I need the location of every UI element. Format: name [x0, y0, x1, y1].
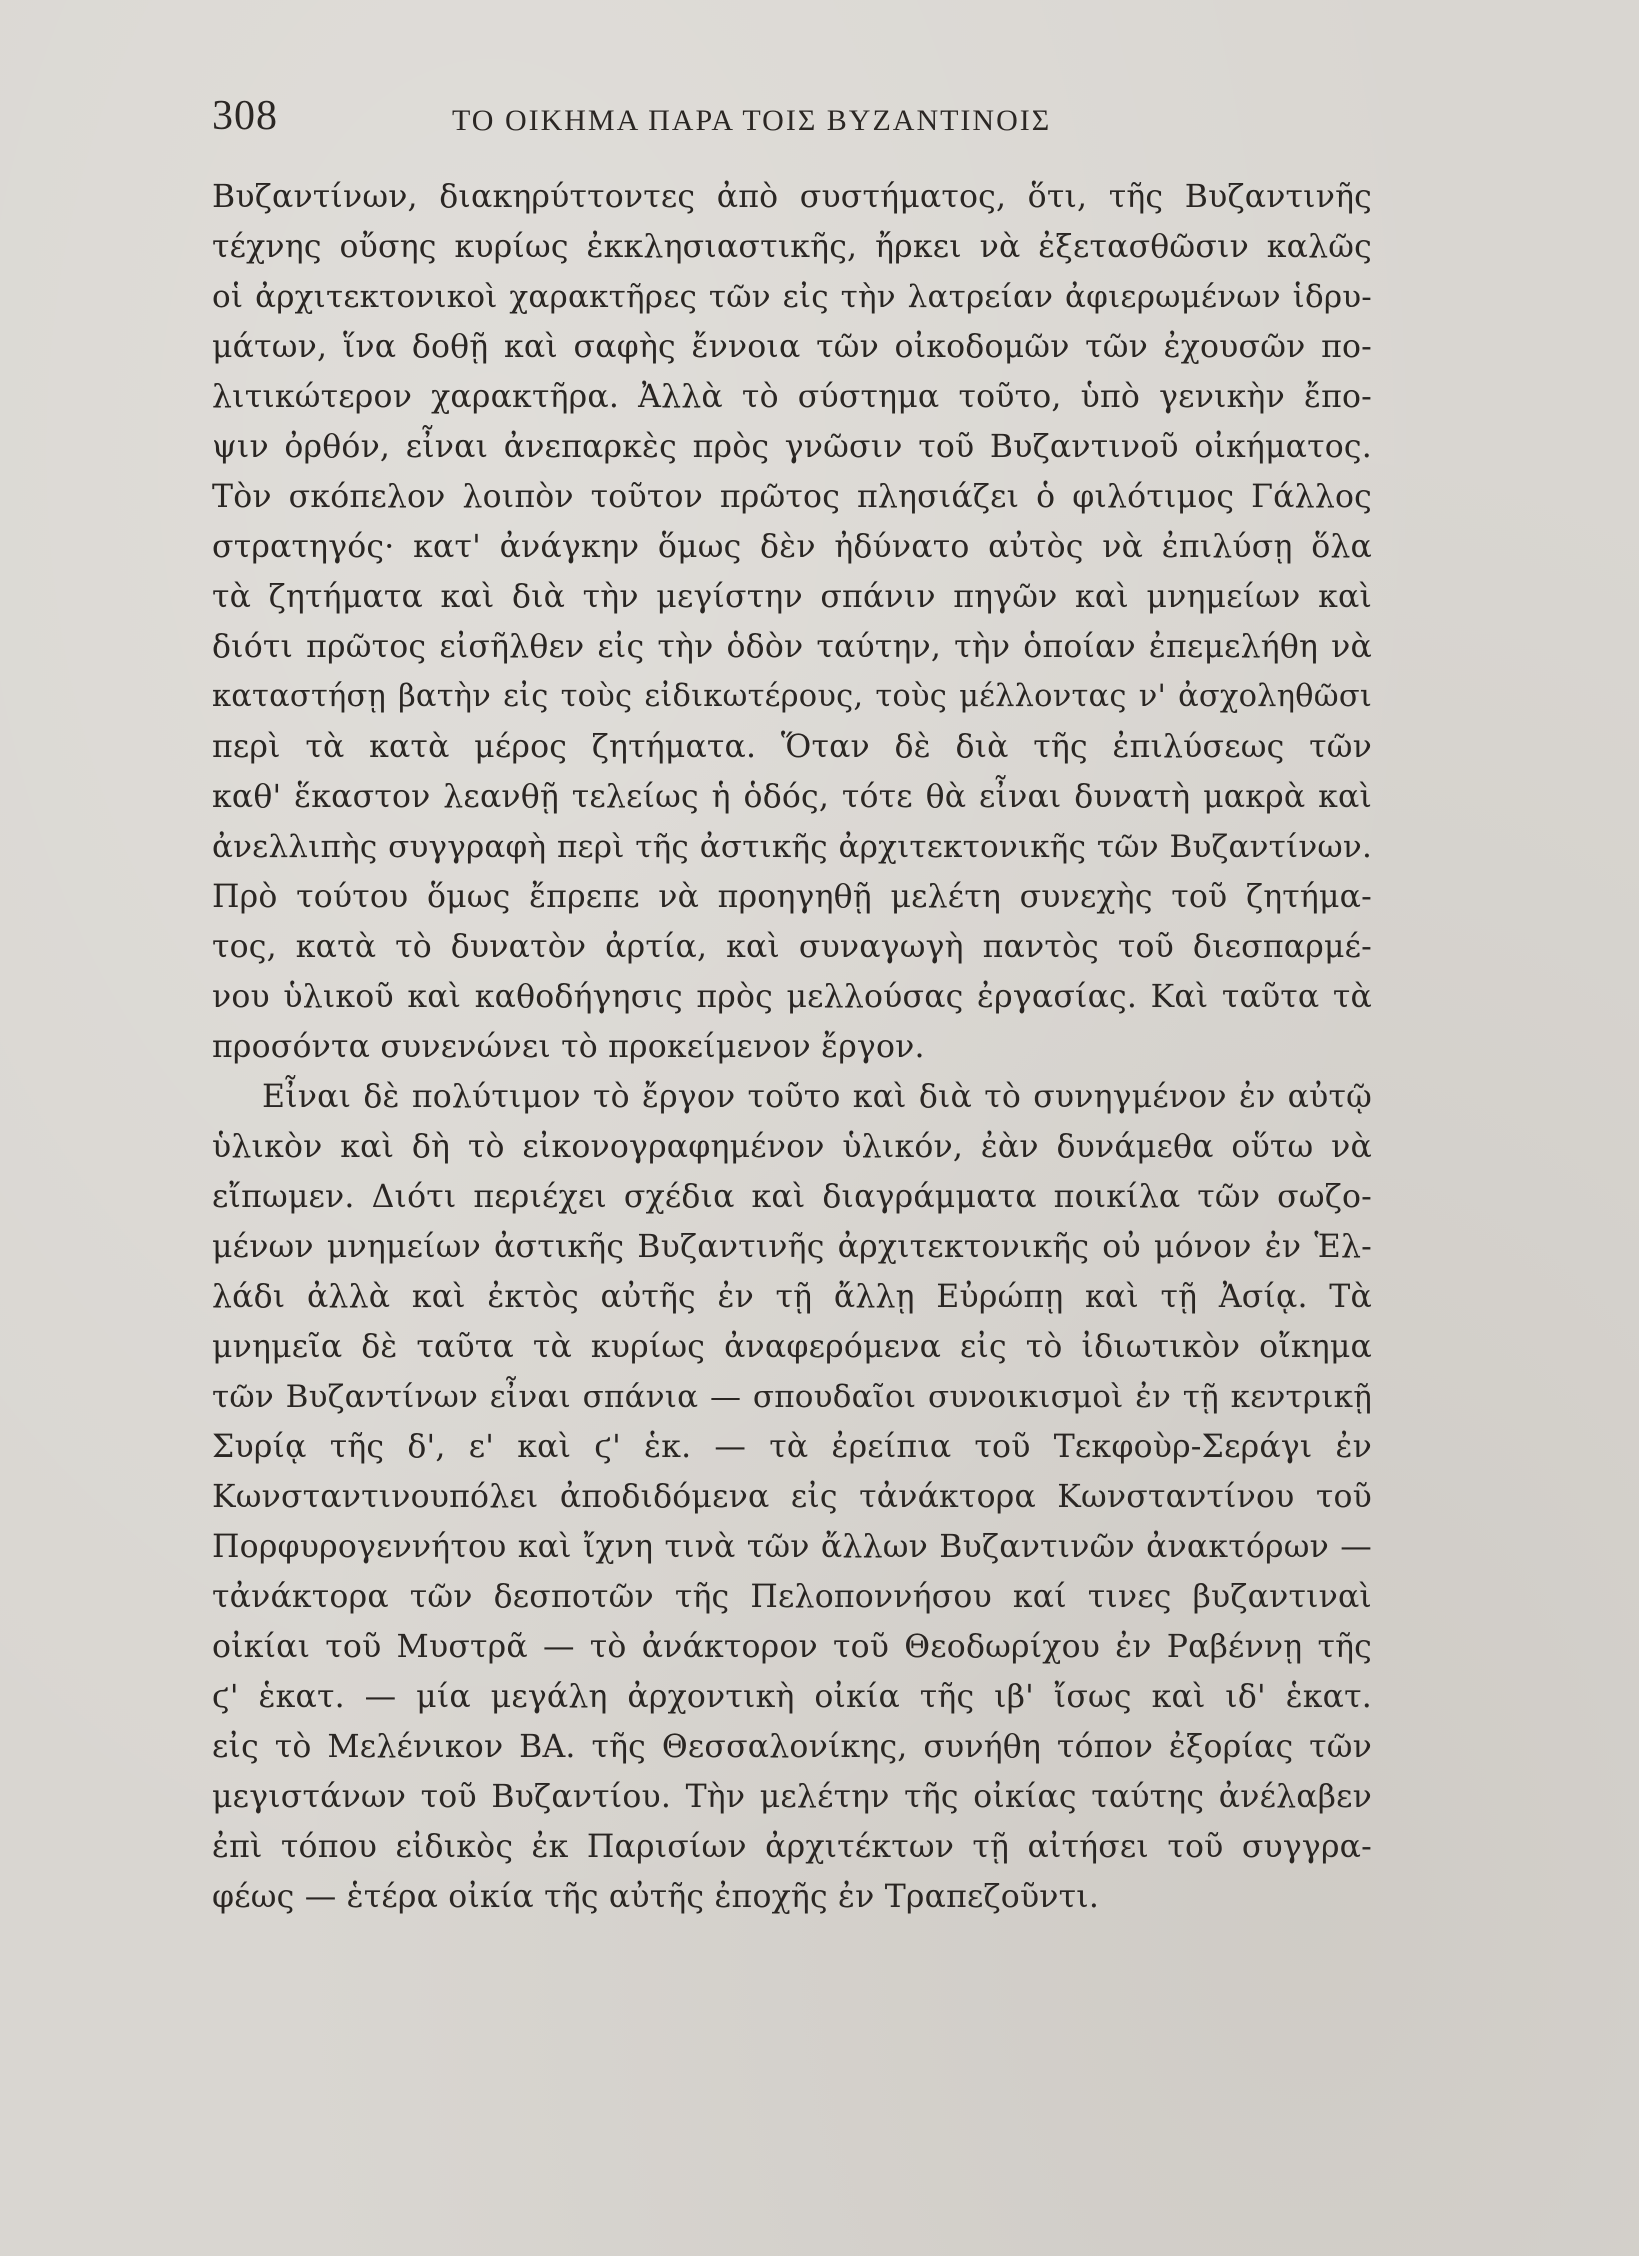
text-line: ϛ' ἑκατ. — μία μεγάλη ἀρχοντικὴ οἰκία τῆς ιβ' ἴσως καὶ ιδ' ἑκατ. — [212, 1679, 1372, 1715]
text-line: εἴπωμεν. Διότι περιέχει σχέδια καὶ διαγράμματα ποικίλα τῶν σωζο- — [212, 1179, 1372, 1215]
text-line: λάδι ἀλλὰ καὶ ἐκτὸς αὐτῆς ἐν τῇ ἄλλῃ Εὐρώπῃ καὶ τῇ Ἀσίᾳ. Τὰ — [212, 1279, 1372, 1315]
text-line: Κωνσταντινουπόλει ἀποδιδόμενα εἰς τἀνάκτορα Κωνσταντίνου τοῦ — [212, 1479, 1372, 1515]
text-line: προσόντα συνενώνει τὸ προκείμενον ἔργον. — [212, 1029, 925, 1065]
text-line: μεγιστάνων τοῦ Βυζαντίου. Τὴν μελέτην τῆς οἰκίας ταύτης ἀνέλαβεν — [212, 1779, 1372, 1815]
text-line: τέχνης οὔσης κυρίως ἐκκλησιαστικῆς, ἤρκει νὰ ἐξετασθῶσιν καλῶς — [212, 229, 1372, 265]
text-line: τὰ ζητήματα καὶ διὰ τὴν μεγίστην σπάνιν πηγῶν καὶ μνημείων καὶ — [212, 579, 1372, 615]
text-line: Συρίᾳ τῆς δ', ε' καὶ ϛ' ἑκ. — τὰ ἐρείπια τοῦ Τεκφοὺρ-Σεράγι ἐν — [212, 1429, 1372, 1465]
text-line: φέως — ἑτέρα οἰκία τῆς αὐτῆς ἐποχῆς ἐν Τραπεζοῦντι. — [212, 1879, 1100, 1915]
text-line: λιτικώτερον χαρακτῆρα. Ἀλλὰ τὸ σύστημα τοῦτο, ὑπὸ γενικὴν ἔπο- — [212, 379, 1372, 415]
text-line: καθ' ἕκαστον λεανθῇ τελείως ἡ ὁδός, τότε θὰ εἶναι δυνατὴ μακρὰ καὶ — [212, 779, 1372, 815]
text-line: Βυζαντίνων, διακηρύττοντες ἀπὸ συστήματος, ὅτι, τῆς Βυζαντινῆς — [212, 179, 1372, 215]
page-header — [212, 92, 1392, 152]
text-line: Πρὸ τούτου ὅμως ἔπρεπε νὰ προηγηθῇ μελέτη συνεχὴς τοῦ ζητήμα- — [212, 879, 1372, 915]
text-line: εἰς τὸ Μελένικον ΒΑ. τῆς Θεσσαλονίκης, συνήθη τόπον ἐξορίας τῶν — [212, 1729, 1372, 1765]
text-line: καταστήσῃ βατὴν εἰς τοὺς εἰδικωτέρους, τοὺς μέλλοντας ν' ἀσχοληθῶσι — [212, 679, 1372, 714]
text-line: διότι πρῶτος εἰσῆλθεν εἰς τὴν ὁδὸν ταύτην, τὴν ὁποίαν ἐπεμελήθη νὰ — [212, 629, 1372, 665]
text-line: ἐπὶ τόπου εἰδικὸς ἐκ Παρισίων ἀρχιτέκτων τῇ αἰτήσει τοῦ συγγρα- — [212, 1829, 1372, 1865]
text-line: τος, κατὰ τὸ δυνατὸν ἀρτία, καὶ συναγωγὴ παντὸς τοῦ διεσπαρμέ- — [212, 929, 1372, 965]
text-line: ὑλικὸν καὶ δὴ τὸ εἰκονογραφημένον ὑλικόν, ἐὰν δυνάμεθα οὕτω νὰ — [212, 1129, 1372, 1165]
text-line: νου ὑλικοῦ καὶ καθοδήγησις πρὸς μελλούσας ἐργασίας. Καὶ ταῦτα τὰ — [212, 979, 1372, 1015]
running-title: ΤΟ ΟΙΚΗΜΑ ΠΑΡΑ ΤΟΙΣ ΒΥΖΑΝΤΙΝΟΙΣ — [452, 104, 1052, 137]
page-number: 308 — [212, 93, 278, 139]
body-text — [212, 172, 1372, 1922]
text-line: μνημεῖα δὲ ταῦτα τὰ κυρίως ἀναφερόμενα εἰς τὸ ἰδιωτικὸν οἴκημα — [212, 1329, 1372, 1365]
paragraph — [212, 1072, 1372, 1922]
text-line: μένων μνημείων ἀστικῆς Βυζαντινῆς ἀρχιτεκτονικῆς οὐ μόνον ἐν Ἑλ- — [212, 1229, 1372, 1265]
text-line: τῶν Βυζαντίνων εἶναι σπάνια — σπουδαῖοι συνοικισμοὶ ἐν τῇ κεντρικῇ — [212, 1379, 1372, 1415]
text-line: Εἶναι δὲ πολύτιμον τὸ ἔργον τοῦτο καὶ διὰ τὸ συνηγμένον ἐν αὐτῷ — [262, 1079, 1372, 1115]
text-line: ψιν ὀρθόν, εἶναι ἀνεπαρκὲς πρὸς γνῶσιν τοῦ Βυζαντινοῦ οἰκήματος. — [212, 429, 1372, 465]
text-line: Τὸν σκόπελον λοιπὸν τοῦτον πρῶτος πλησιάζει ὁ φιλότιμος Γάλλος — [212, 479, 1372, 515]
text-line: περὶ τὰ κατὰ μέρος ζητήματα. Ὅταν δὲ διὰ τῆς ἐπιλύσεως τῶν — [212, 729, 1372, 765]
paragraph — [212, 172, 1372, 1072]
text-line: στρατηγός· κατ' ἀνάγκην ὅμως δὲν ἠδύνατο αὐτὸς νὰ ἐπιλύσῃ ὅλα — [212, 529, 1372, 565]
text-line: οἱ ἀρχιτεκτονικοὶ χαρακτῆρες τῶν εἰς τὴν λατρείαν ἀφιερωμένων ἱδρυ- — [212, 279, 1372, 315]
text-line: Πορφυρογεννήτου καὶ ἴχνη τινὰ τῶν ἄλλων Βυζαντινῶν ἀνακτόρων — — [212, 1529, 1372, 1565]
text-line: τἀνάκτορα τῶν δεσποτῶν τῆς Πελοποννήσου καί τινες βυζαντιναὶ — [212, 1579, 1372, 1615]
text-line: μάτων, ἵνα δοθῇ καὶ σαφὴς ἔννοια τῶν οἰκοδομῶν τῶν ἐχουσῶν πο- — [212, 329, 1372, 365]
text-line: οἰκίαι τοῦ Μυστρᾶ — τὸ ἀνάκτορον τοῦ Θεοδωρίχου ἐν Ραβέννῃ τῆς — [212, 1629, 1372, 1665]
text-line: ἀνελλιπὴς συγγραφὴ περὶ τῆς ἀστικῆς ἀρχιτεκτονικῆς τῶν Βυζαντίνων. — [212, 829, 1372, 865]
